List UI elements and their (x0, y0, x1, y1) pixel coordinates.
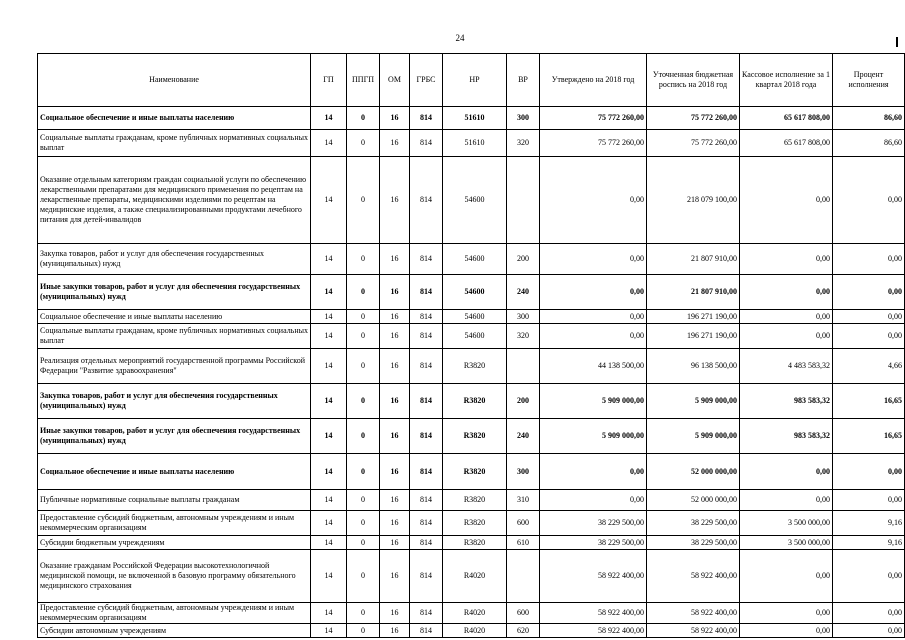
row-nr-cell: R3820 (443, 454, 507, 490)
row-om-cell: 16 (380, 419, 410, 454)
row-approved-cell: 0,00 (540, 157, 647, 244)
row-vr-cell: 320 (507, 130, 540, 157)
row-om-cell: 16 (380, 130, 410, 157)
row-ppgp-cell: 0 (347, 419, 380, 454)
row-ppgp-cell: 0 (347, 349, 380, 384)
header-grbs: ГРБС (410, 54, 443, 107)
row-gp-cell: 14 (311, 490, 347, 511)
row-om-cell: 16 (380, 624, 410, 638)
row-om-cell: 16 (380, 107, 410, 130)
table-row (38, 157, 905, 244)
row-vr-cell: 300 (507, 310, 540, 324)
row-percent-cell: 0,00 (833, 275, 905, 310)
row-name-cell: Закупка товаров, работ и услуг для обеспечения государственных (муниципальных) нужд (38, 244, 311, 275)
row-refined-cell: 75 772 260,00 (647, 107, 740, 130)
row-name-cell: Предоставление субсидий бюджетным, автономным учреждениям и иным некоммерческим организациям (38, 511, 311, 536)
row-ppgp-cell: 0 (347, 244, 380, 275)
row-nr-cell: R3820 (443, 384, 507, 419)
table-row (38, 310, 905, 324)
row-cash-cell: 0,00 (740, 603, 833, 624)
row-gp-cell: 14 (311, 324, 347, 349)
row-vr-cell: 600 (507, 511, 540, 536)
row-approved-cell: 58 922 400,00 (540, 550, 647, 603)
row-ppgp-cell: 0 (347, 324, 380, 349)
row-percent-cell: 9,16 (833, 511, 905, 536)
row-refined-cell: 5 909 000,00 (647, 419, 740, 454)
row-om-cell: 16 (380, 490, 410, 511)
row-approved-cell: 75 772 260,00 (540, 107, 647, 130)
row-percent-cell: 0,00 (833, 550, 905, 603)
row-refined-cell: 218 079 100,00 (647, 157, 740, 244)
header-nr: НР (443, 54, 507, 107)
row-vr-cell (507, 349, 540, 384)
row-cash-cell: 0,00 (740, 490, 833, 511)
row-approved-cell: 0,00 (540, 275, 647, 310)
row-nr-cell: R4020 (443, 603, 507, 624)
row-vr-cell (507, 157, 540, 244)
row-nr-cell: R3820 (443, 511, 507, 536)
row-ppgp-cell: 0 (347, 107, 380, 130)
row-cash-cell: 0,00 (740, 157, 833, 244)
row-ppgp-cell: 0 (347, 384, 380, 419)
row-name-cell: Предоставление субсидий бюджетным, автономным учреждениям и иным некоммерческим организациям (38, 603, 311, 624)
row-cash-cell: 983 583,32 (740, 384, 833, 419)
row-ppgp-cell: 0 (347, 130, 380, 157)
row-percent-cell: 0,00 (833, 324, 905, 349)
row-grbs-cell: 814 (410, 490, 443, 511)
row-vr-cell: 610 (507, 536, 540, 550)
row-percent-cell: 4,66 (833, 349, 905, 384)
row-vr-cell: 320 (507, 324, 540, 349)
row-grbs-cell: 814 (410, 244, 443, 275)
table-row (38, 603, 905, 624)
row-grbs-cell: 814 (410, 130, 443, 157)
row-name-cell: Социальные выплаты гражданам, кроме публичных нормативных социальных выплат (38, 324, 311, 349)
row-ppgp-cell: 0 (347, 310, 380, 324)
row-ppgp-cell: 0 (347, 511, 380, 536)
row-vr-cell: 600 (507, 603, 540, 624)
row-name-cell: Субсидии бюджетным учреждениям (38, 536, 311, 550)
row-approved-cell: 58 922 400,00 (540, 603, 647, 624)
row-om-cell: 16 (380, 324, 410, 349)
row-gp-cell: 14 (311, 603, 347, 624)
row-cash-cell: 0,00 (740, 310, 833, 324)
row-cash-cell: 0,00 (740, 550, 833, 603)
row-ppgp-cell: 0 (347, 157, 380, 244)
row-name-cell: Иные закупки товаров, работ и услуг для обеспечения государственных (муниципальных) нужд (38, 275, 311, 310)
table-row (38, 130, 905, 157)
row-grbs-cell: 814 (410, 624, 443, 638)
row-gp-cell: 14 (311, 454, 347, 490)
row-percent-cell: 0,00 (833, 603, 905, 624)
row-gp-cell: 14 (311, 536, 347, 550)
row-nr-cell: 54600 (443, 275, 507, 310)
row-refined-cell: 38 229 500,00 (647, 536, 740, 550)
row-name-cell: Социальные выплаты гражданам, кроме публичных нормативных социальных выплат (38, 130, 311, 157)
row-gp-cell: 14 (311, 384, 347, 419)
row-vr-cell: 200 (507, 384, 540, 419)
table-row (38, 536, 905, 550)
row-grbs-cell: 814 (410, 275, 443, 310)
row-gp-cell: 14 (311, 130, 347, 157)
row-gp-cell: 14 (311, 511, 347, 536)
row-gp-cell: 14 (311, 107, 347, 130)
row-cash-cell: 0,00 (740, 324, 833, 349)
row-nr-cell: R3820 (443, 349, 507, 384)
row-percent-cell: 16,65 (833, 384, 905, 419)
row-percent-cell: 9,16 (833, 536, 905, 550)
row-vr-cell: 300 (507, 454, 540, 490)
row-vr-cell (507, 550, 540, 603)
table-row (38, 511, 905, 536)
page-number: 24 (455, 33, 465, 43)
header-refined: Уточненная бюджетная роспись на 2018 год (647, 54, 740, 107)
row-grbs-cell: 814 (410, 349, 443, 384)
header-cash: Кассовое исполнение за 1 квартал 2018 года (740, 54, 833, 107)
row-ppgp-cell: 0 (347, 624, 380, 638)
row-approved-cell: 75 772 260,00 (540, 130, 647, 157)
row-approved-cell: 58 922 400,00 (540, 624, 647, 638)
row-name-cell: Закупка товаров, работ и услуг для обеспечения государственных (муниципальных) нужд (38, 384, 311, 419)
row-refined-cell: 96 138 500,00 (647, 349, 740, 384)
row-approved-cell: 5 909 000,00 (540, 384, 647, 419)
row-cash-cell: 3 500 000,00 (740, 536, 833, 550)
row-refined-cell: 52 000 000,00 (647, 490, 740, 511)
row-om-cell: 16 (380, 275, 410, 310)
row-gp-cell: 14 (311, 624, 347, 638)
row-om-cell: 16 (380, 511, 410, 536)
row-ppgp-cell: 0 (347, 550, 380, 603)
row-refined-cell: 21 807 910,00 (647, 244, 740, 275)
row-name-cell: Оказание отдельным категориям граждан социальной услуги по обеспечению лекарственными препаратами для медицинского применения по рецептам на лекарственные препараты, медицинскими изделиями по рецептам на медицинские изделия, а также специализированными продуктами лечебного питания для детей-инвалидов (38, 157, 311, 244)
row-percent-cell: 0,00 (833, 310, 905, 324)
row-cash-cell: 65 617 808,00 (740, 130, 833, 157)
row-percent-cell: 0,00 (833, 624, 905, 638)
row-vr-cell: 200 (507, 244, 540, 275)
row-cash-cell: 3 500 000,00 (740, 511, 833, 536)
table-row (38, 244, 905, 275)
row-approved-cell: 38 229 500,00 (540, 536, 647, 550)
row-refined-cell: 38 229 500,00 (647, 511, 740, 536)
header-om: ОМ (380, 54, 410, 107)
row-cash-cell: 0,00 (740, 454, 833, 490)
table-row (38, 490, 905, 511)
row-grbs-cell: 814 (410, 511, 443, 536)
row-percent-cell: 0,00 (833, 157, 905, 244)
row-om-cell: 16 (380, 384, 410, 419)
header-approved: Утверждено на 2018 год (540, 54, 647, 107)
header-name: Наименование (38, 54, 311, 107)
row-cash-cell: 0,00 (740, 624, 833, 638)
row-grbs-cell: 814 (410, 310, 443, 324)
row-name-cell: Иные закупки товаров, работ и услуг для обеспечения государственных (муниципальных) нужд (38, 419, 311, 454)
table-row (38, 550, 905, 603)
row-gp-cell: 14 (311, 275, 347, 310)
row-refined-cell: 5 909 000,00 (647, 384, 740, 419)
row-grbs-cell: 814 (410, 384, 443, 419)
row-vr-cell: 240 (507, 275, 540, 310)
header-vr: ВР (507, 54, 540, 107)
row-refined-cell: 52 000 000,00 (647, 454, 740, 490)
row-name-cell: Оказание гражданам Российской Федерации высокотехнологичной медицинской помощи, не включенной в базовую программу обязательного медицинского страхования (38, 550, 311, 603)
row-approved-cell: 0,00 (540, 324, 647, 349)
table-row (38, 454, 905, 490)
row-ppgp-cell: 0 (347, 275, 380, 310)
row-name-cell: Социальное обеспечение и иные выплаты населению (38, 454, 311, 490)
table-row (38, 324, 905, 349)
row-name-cell: Реализация отдельных мероприятий государственной программы Российской Федерации "Развитие здравоохранения" (38, 349, 311, 384)
row-nr-cell: R3820 (443, 490, 507, 511)
row-grbs-cell: 814 (410, 550, 443, 603)
row-refined-cell: 75 772 260,00 (647, 130, 740, 157)
row-approved-cell: 0,00 (540, 244, 647, 275)
table-row (38, 349, 905, 384)
row-cash-cell: 65 617 808,00 (740, 107, 833, 130)
header-gp: ГП (311, 54, 347, 107)
row-name-cell: Социальное обеспечение и иные выплаты населению (38, 310, 311, 324)
row-om-cell: 16 (380, 310, 410, 324)
row-grbs-cell: 814 (410, 536, 443, 550)
row-grbs-cell: 814 (410, 324, 443, 349)
row-nr-cell: R3820 (443, 536, 507, 550)
row-name-cell: Публичные нормативные социальные выплаты гражданам (38, 490, 311, 511)
row-om-cell: 16 (380, 550, 410, 603)
row-vr-cell: 300 (507, 107, 540, 130)
row-ppgp-cell: 0 (347, 536, 380, 550)
row-grbs-cell: 814 (410, 157, 443, 244)
row-vr-cell: 240 (507, 419, 540, 454)
row-approved-cell: 5 909 000,00 (540, 419, 647, 454)
row-nr-cell: R4020 (443, 550, 507, 603)
margin-mark (896, 37, 898, 47)
row-ppgp-cell: 0 (347, 454, 380, 490)
row-refined-cell: 58 922 400,00 (647, 624, 740, 638)
row-vr-cell: 310 (507, 490, 540, 511)
row-percent-cell: 86,60 (833, 130, 905, 157)
row-percent-cell: 0,00 (833, 244, 905, 275)
row-name-cell: Социальное обеспечение и иные выплаты населению (38, 107, 311, 130)
row-percent-cell: 0,00 (833, 490, 905, 511)
row-percent-cell: 86,60 (833, 107, 905, 130)
row-refined-cell: 58 922 400,00 (647, 603, 740, 624)
row-gp-cell: 14 (311, 550, 347, 603)
row-nr-cell: 54600 (443, 324, 507, 349)
row-refined-cell: 196 271 190,00 (647, 310, 740, 324)
header-percent: Процент исполнения (833, 54, 905, 107)
row-cash-cell: 0,00 (740, 244, 833, 275)
row-om-cell: 16 (380, 157, 410, 244)
table-row (38, 419, 905, 454)
row-approved-cell: 38 229 500,00 (540, 511, 647, 536)
row-om-cell: 16 (380, 454, 410, 490)
row-cash-cell: 983 583,32 (740, 419, 833, 454)
row-gp-cell: 14 (311, 310, 347, 324)
row-percent-cell: 0,00 (833, 454, 905, 490)
row-approved-cell: 44 138 500,00 (540, 349, 647, 384)
row-nr-cell: 51610 (443, 130, 507, 157)
row-om-cell: 16 (380, 536, 410, 550)
row-grbs-cell: 814 (410, 603, 443, 624)
table-row (38, 107, 905, 130)
row-grbs-cell: 814 (410, 419, 443, 454)
row-nr-cell: R3820 (443, 419, 507, 454)
row-approved-cell: 0,00 (540, 454, 647, 490)
budget-table (37, 53, 905, 638)
table-row (38, 275, 905, 310)
row-om-cell: 16 (380, 244, 410, 275)
row-gp-cell: 14 (311, 349, 347, 384)
row-ppgp-cell: 0 (347, 490, 380, 511)
row-om-cell: 16 (380, 603, 410, 624)
row-nr-cell: 51610 (443, 107, 507, 130)
row-percent-cell: 16,65 (833, 419, 905, 454)
row-nr-cell: 54600 (443, 310, 507, 324)
row-grbs-cell: 814 (410, 107, 443, 130)
row-cash-cell: 0,00 (740, 275, 833, 310)
table-header-row (38, 54, 905, 107)
row-refined-cell: 21 807 910,00 (647, 275, 740, 310)
row-gp-cell: 14 (311, 157, 347, 244)
table-row (38, 384, 905, 419)
row-nr-cell: R4020 (443, 624, 507, 638)
table-row (38, 624, 905, 638)
row-vr-cell: 620 (507, 624, 540, 638)
row-refined-cell: 196 271 190,00 (647, 324, 740, 349)
row-approved-cell: 0,00 (540, 490, 647, 511)
row-name-cell: Субсидии автономным учреждениям (38, 624, 311, 638)
row-grbs-cell: 814 (410, 454, 443, 490)
row-gp-cell: 14 (311, 419, 347, 454)
row-refined-cell: 58 922 400,00 (647, 550, 740, 603)
header-ppgp: ППГП (347, 54, 380, 107)
row-ppgp-cell: 0 (347, 603, 380, 624)
row-om-cell: 16 (380, 349, 410, 384)
row-gp-cell: 14 (311, 244, 347, 275)
row-approved-cell: 0,00 (540, 310, 647, 324)
row-nr-cell: 54600 (443, 244, 507, 275)
row-cash-cell: 4 483 583,32 (740, 349, 833, 384)
row-nr-cell: 54600 (443, 157, 507, 244)
